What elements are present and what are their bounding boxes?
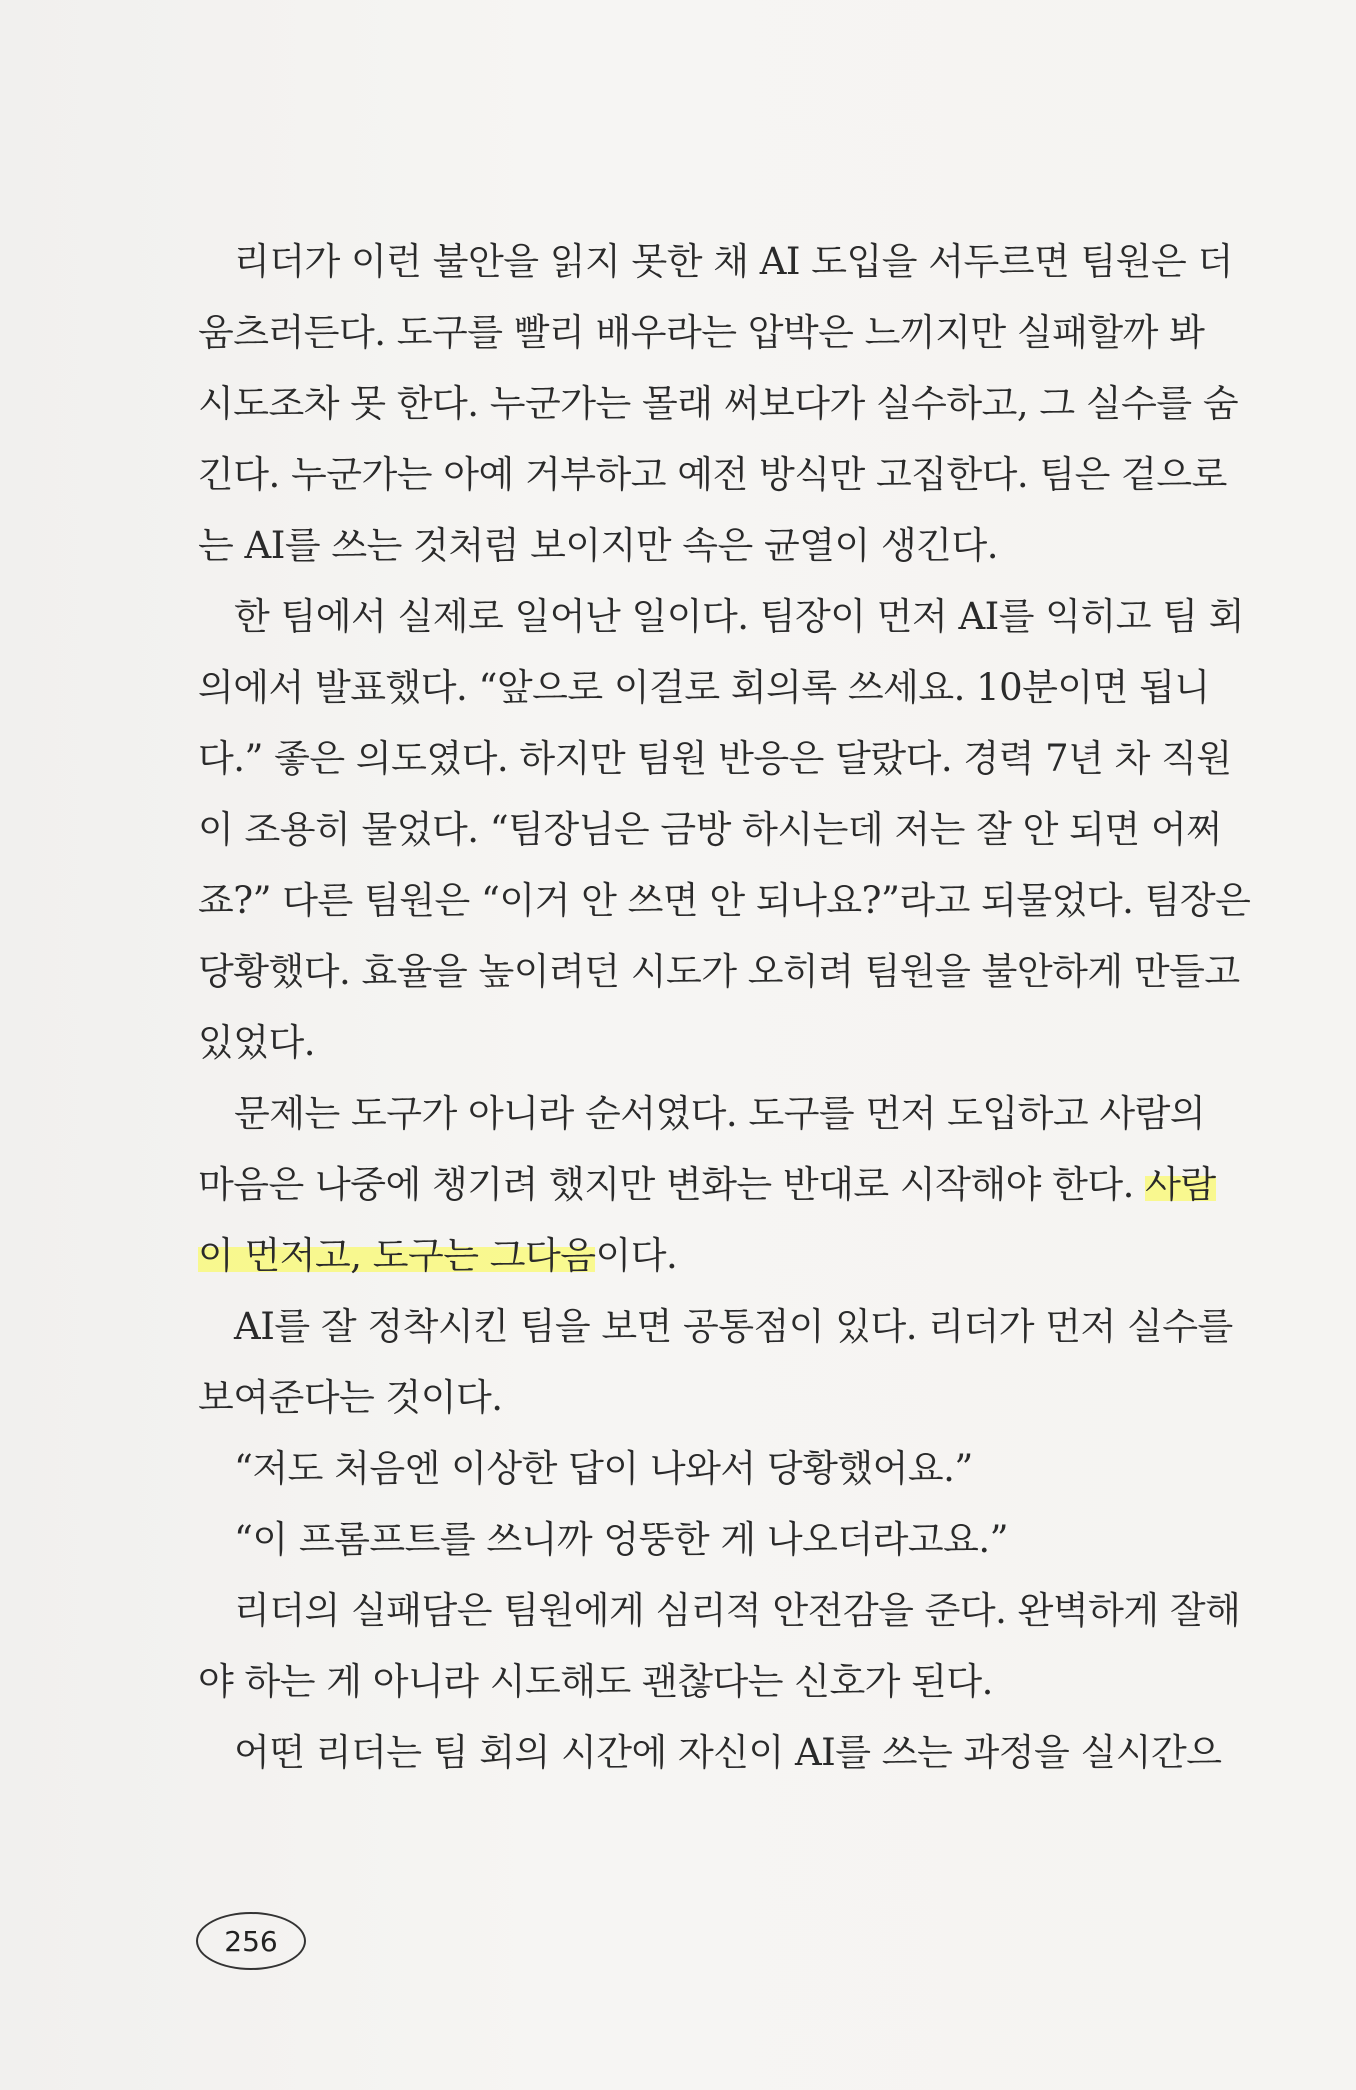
- text-line: 어떤 리더는 팀 회의 시간에 자신이 AI를 쓰는 과정을 실시간으: [234, 1731, 1222, 1774]
- text-line: 의에서 발표했다. “앞으로 이걸로 회의록 쓰세요. 10분이면 됩니: [198, 666, 1210, 709]
- text-line: 리더가 이런 불안을 읽지 못한 채 AI 도입을 서두르면 팀원은 더: [234, 240, 1233, 283]
- highlighted-text: 사람: [1145, 1163, 1216, 1206]
- body-text: [198, 226, 1251, 1788]
- quote-line: “저도 처음엔 이상한 답이 나와서 당황했어요.”: [234, 1447, 973, 1490]
- text-line: 죠?” 다른 팀원은 “이거 안 쓰면 안 되나요?”라고 되물었다. 팀장은: [198, 879, 1251, 922]
- text-line: 보여준다는 것이다.: [198, 1376, 503, 1419]
- text-line: 움츠러든다. 도구를 빨리 배우라는 압박은 느끼지만 실패할까 봐: [198, 311, 1205, 354]
- text-line: 이 조용히 물었다. “팀장님은 금방 하시는데 저는 잘 안 되면 어쩌: [198, 808, 1222, 851]
- text-line: 다.” 좋은 의도였다. 하지만 팀원 반응은 달랐다. 경력 7년 차 직원: [198, 737, 1232, 780]
- text-line: 있었다.: [198, 1021, 315, 1064]
- text-line: AI를 잘 정착시킨 팀을 보면 공통점이 있다. 리더가 먼저 실수를: [234, 1305, 1233, 1348]
- text-segment: 마음은 나중에 챙기려 했지만 변화는 반대로 시작해야 한다.: [198, 1163, 1146, 1206]
- text-line: 한 팀에서 실제로 일어난 일이다. 팀장이 먼저 AI를 익히고 팀 회: [234, 595, 1245, 638]
- text-line: [198, 1220, 1138, 1291]
- text-line: 문제는 도구가 아니라 순서였다. 도구를 먼저 도입하고 사람의: [234, 1092, 1206, 1135]
- text-line: 당황했다. 효율을 높이려던 시도가 오히려 팀원을 불안하게 만들고: [198, 950, 1240, 993]
- text-segment: 이다.: [595, 1234, 678, 1277]
- text-line: 야 하는 게 아니라 시도해도 괜찮다는 신호가 된다.: [198, 1660, 993, 1703]
- text-line: 리더의 실패담은 팀원에게 심리적 안전감을 준다. 완벽하게 잘해: [234, 1589, 1241, 1632]
- text-line: [198, 1149, 1216, 1220]
- highlighted-text: 이 먼저고, 도구는 그다음: [198, 1234, 596, 1277]
- text-line: 긴다. 누군가는 아예 거부하고 예전 방식만 고집한다. 팀은 겉으로: [198, 453, 1227, 496]
- text-line: 는 AI를 쓰는 것처럼 보이지만 속은 균열이 생긴다.: [198, 524, 999, 567]
- text-line: 시도조차 못 한다. 누군가는 몰래 써보다가 실수하고, 그 실수를 숨: [198, 382, 1239, 425]
- quote-line: “이 프롬프트를 쓰니까 엉뚱한 게 나오더라고요.”: [234, 1518, 1008, 1561]
- page-number: 256: [196, 1912, 306, 1970]
